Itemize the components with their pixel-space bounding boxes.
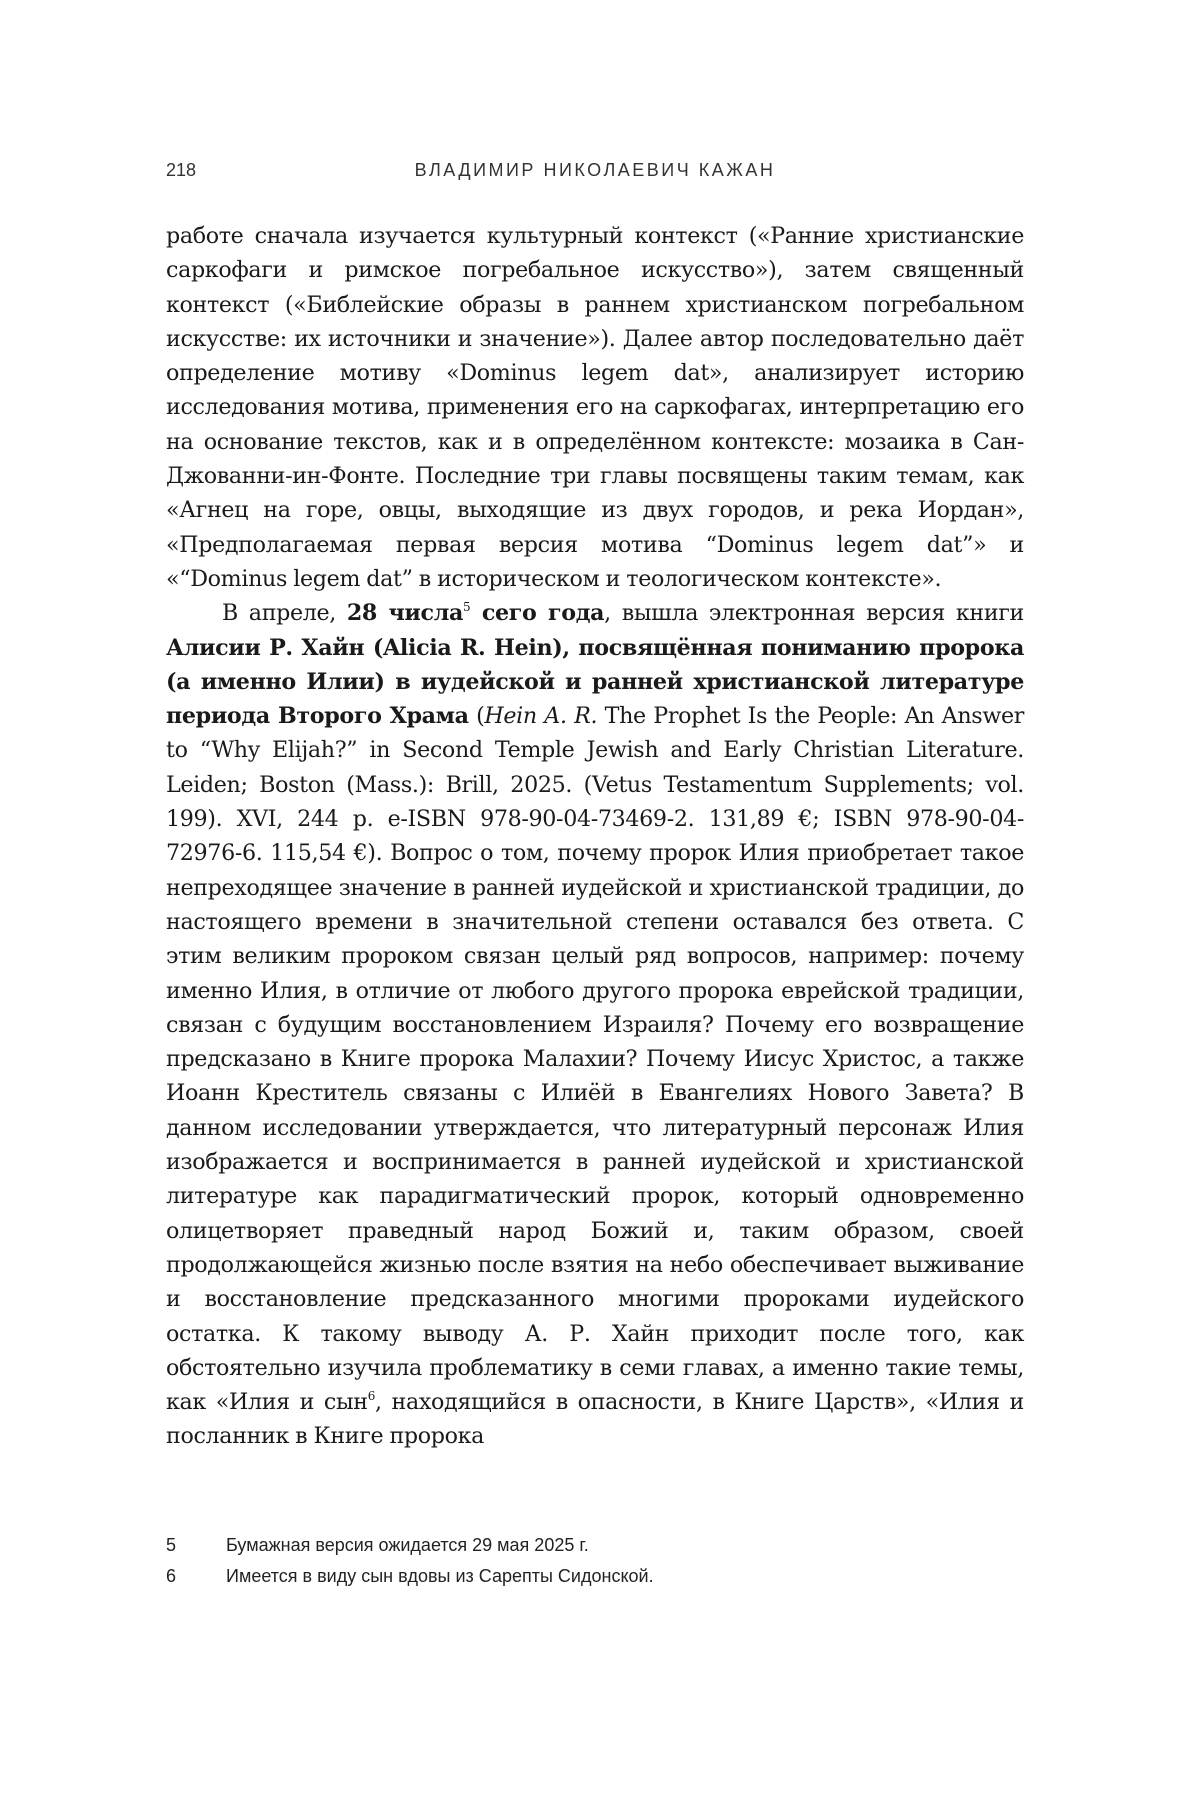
p2-book-title: Алисии Р. Хайн (Alicia R. Hein), посвящённая пониманию пророка (а именно Илии) в иудейской и ранней христианской литературе периода Второго Храма <box>166 634 1024 730</box>
footnote-5 <box>166 1530 1024 1561</box>
body-text <box>166 219 1024 1454</box>
p2-intro: В апреле, <box>222 600 347 627</box>
running-head <box>166 160 1024 188</box>
footnote-ref-5[interactable]: 5 <box>463 600 471 615</box>
footnotes <box>166 1530 1024 1592</box>
p2-year: сего года <box>470 600 605 627</box>
footnote-text: Имеется в виду сын вдовы из Сарепты Сидонской. <box>226 1566 654 1586</box>
p2-date: 28 числа <box>346 600 464 627</box>
paragraph-1: работе сначала изучается культурный контекст («Ранние христианские саркофаги и римское погребальное искусство»), затем священный контекст («Библейские образы в раннем христианском погребальном искусстве: их источники и значение»). Далее автор последовательно даёт определение мотиву «Dominus legem dat», анализирует историю исследования мотива, применения его на саркофагах, интерпретацию его на основание текстов, как и в определённом контексте: мозаика в Сан-Джованни-ин-Фонте. Последние три главы посвящены таким темам, как «Агнец на горе, овцы, выходящие из двух городов, и река Иордан», «Предполагаемая первая версия мотива “Dominus legem dat”» и «“Dominus legem dat” в историческом и теологическом контексте». <box>166 223 1024 592</box>
p2-citation-author: Hein A. R. <box>484 703 598 730</box>
footnote-text: Бумажная версия ожидается 29 мая 2025 г. <box>226 1535 589 1555</box>
page <box>166 0 1024 1801</box>
paragraph-2 <box>166 596 1024 1453</box>
p2-after-date: , вышла электронная версия книги <box>604 600 1024 627</box>
running-title: ВЛАДИМИР НИКОЛАЕВИЧ КАЖАН <box>414 160 776 180</box>
page-number: 218 <box>166 160 197 180</box>
p2-open-paren: ( <box>468 703 485 730</box>
footnote-number: 6 <box>166 1566 177 1586</box>
footnote-ref-6[interactable]: 6 <box>367 1389 376 1404</box>
footnote-6 <box>166 1561 1024 1592</box>
p2-end: , находящийся в опасности, в Книге Царств», «Илия и посланник в Книге пророка <box>166 1389 1024 1450</box>
footnote-number: 5 <box>166 1535 177 1555</box>
p2-citation: The Prophet Is the People: An Answer to “Why Elijah?” in Second Temple Jewish and Early Christian Literature. Leiden; Boston (Mass.): Brill, 2025. (Vetus Testamentum Supplements; vol. 199). XVI, 244 p. e-ISBN 978-90-04-73469-2. 131,89 €; ISBN 978-90-04-72976-6. 115,54 €). Вопрос о том, почему пророк Илия приобретает такое непреходящее значение в ранней иудейской и христианской традиции, до настоящего времени в значительной степени оставался без ответа. С этим великим пророком связан целый ряд вопросов, например: почему именно Илия, в отличие от любого другого пророка еврейской традиции, связан с будущим восстановлением Израиля? Почему его возвращение предсказано в Книге пророка Малахии? Почему Иисус Христос, а также Иоанн Креститель связаны с Илиёй в Евангелиях Нового Завета? В данном исследовании утверждается, что литературный персонаж Илия изображается и воспринимается в ранней иудейской и христианской литературе как парадигматический пророк, который одновременно олицетворяет праведный народ Божий и, таким образом, своей продолжающейся жизнью после взятия на небо обеспечивает выживание и восстановление предсказанного многими пророками иудейского остатка. К такому выводу А. Р. Хайн приходит после того, как обстоятельно изучила проблематику в семи главах, а именно такие темы, как «Илия и сын <box>166 703 1024 1416</box>
